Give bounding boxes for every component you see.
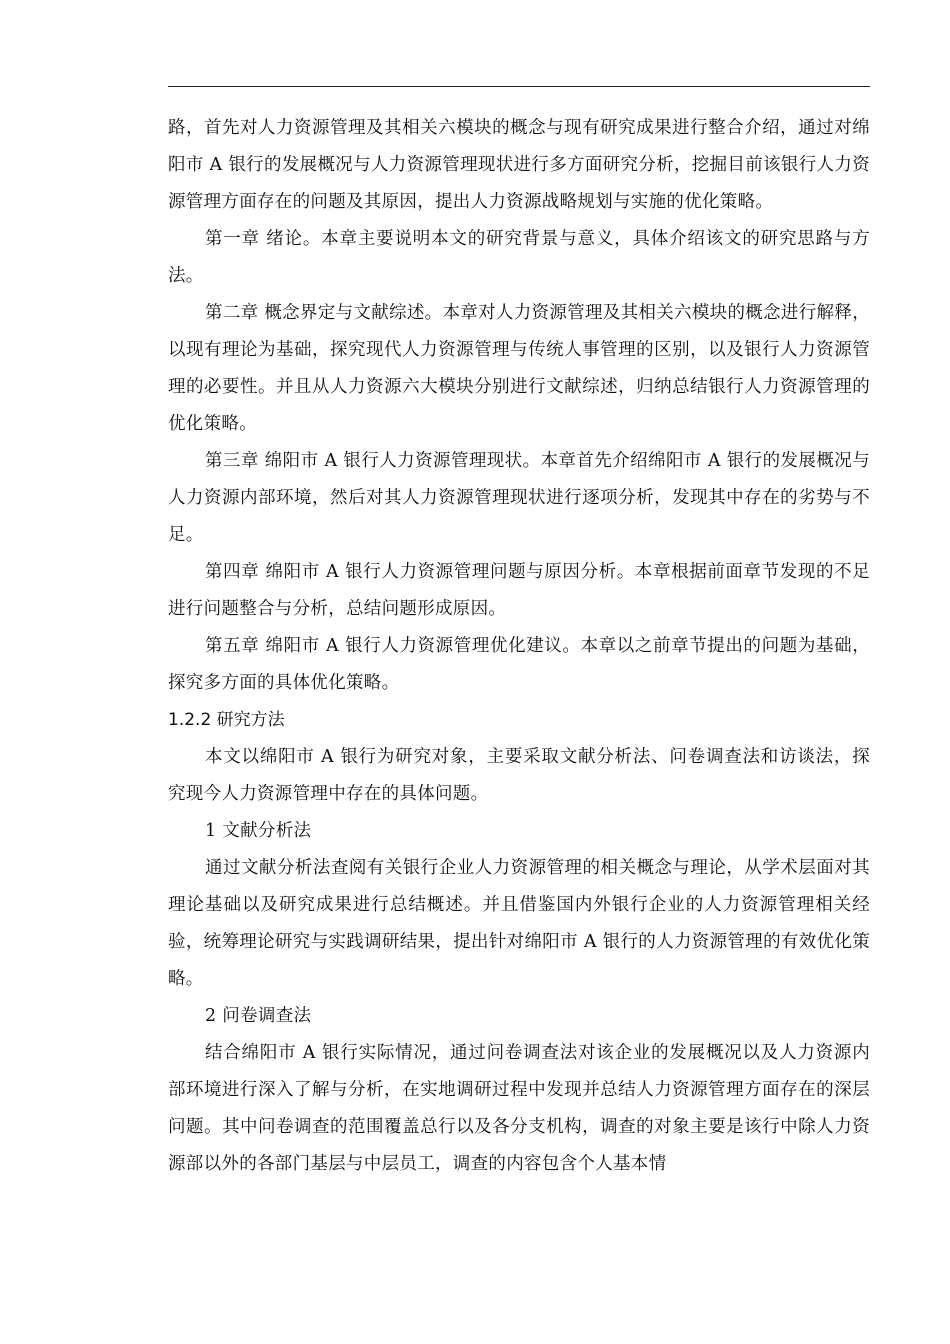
- header-rule: [168, 86, 870, 87]
- paragraph-chapter-1: 第一章 绪论。本章主要说明本文的研究背景与意义，具体介绍该文的研究思路与方法。: [168, 229, 870, 286]
- document-body: [168, 110, 870, 1183]
- paragraph-method-2: 结合绵阳市 A 银行实际情况，通过问卷调查法对该企业的发展概况以及人力资源内部环境进行深入了解与分析，在实地调研过程中发现并总结人力资源管理方面存在的深层问题。其中问卷调查的范围覆盖总行以及各分支机构，调查的对象主要是该行中除人力资源部以外的各部门基层与中层员工，调查的内容包含个人基本情: [168, 1043, 870, 1174]
- paragraph-chapter-2: 第二章 概念界定与文献综述。本章对人力资源管理及其相关六模块的概念进行解释，以现有理论为基础，探究现代人力资源管理与传统人事管理的区别，以及银行人力资源管理的必要性。并且从人力资源六大模块分别进行文献综述，归纳总结银行人力资源管理的优化策略。: [168, 303, 870, 434]
- section-heading-research-methods: 1.2.2 研究方法: [168, 710, 285, 730]
- paragraph-chapter-4: 第四章 绵阳市 A 银行人力资源管理问题与原因分析。本章根据前面章节发现的不足进行问题整合与分析，总结问题形成原因。: [168, 562, 870, 619]
- paragraph-method-1: 通过文献分析法查阅有关银行企业人力资源管理的相关概念与理论，从学术层面对其理论基础以及研究成果进行总结概述。并且借鉴国内外银行企业的人力资源管理相关经验，统筹理论研究与实践调研结果，提出针对绵阳市 A 银行的人力资源管理的有效优化策略。: [168, 858, 870, 989]
- method-1-title: 1 文献分析法: [205, 821, 312, 841]
- paragraph-intro-continuation: 路，首先对人力资源管理及其相关六模块的概念与现有研究成果进行整合介绍，通过对绵阳市 A 银行的发展概况与人力资源管理现状进行多方面研究分析，挖掘目前该银行人力资源管理方面存在的问题及其原因，提出人力资源战略规划与实施的优化策略。: [168, 118, 870, 212]
- paragraph-chapter-3: 第三章 绵阳市 A 银行人力资源管理现状。本章首先介绍绵阳市 A 银行的发展概况与人力资源内部环境，然后对其人力资源管理现状进行逐项分析，发现其中存在的劣势与不足。: [168, 451, 870, 545]
- paragraph-chapter-5: 第五章 绵阳市 A 银行人力资源管理优化建议。本章以之前章节提出的问题为基础，探究多方面的具体优化策略。: [168, 636, 870, 693]
- paragraph-methods-intro: 本文以绵阳市 A 银行为研究对象，主要采取文献分析法、问卷调查法和访谈法，探究现今人力资源管理中存在的具体问题。: [168, 747, 870, 804]
- method-2-title: 2 问卷调查法: [205, 1006, 312, 1026]
